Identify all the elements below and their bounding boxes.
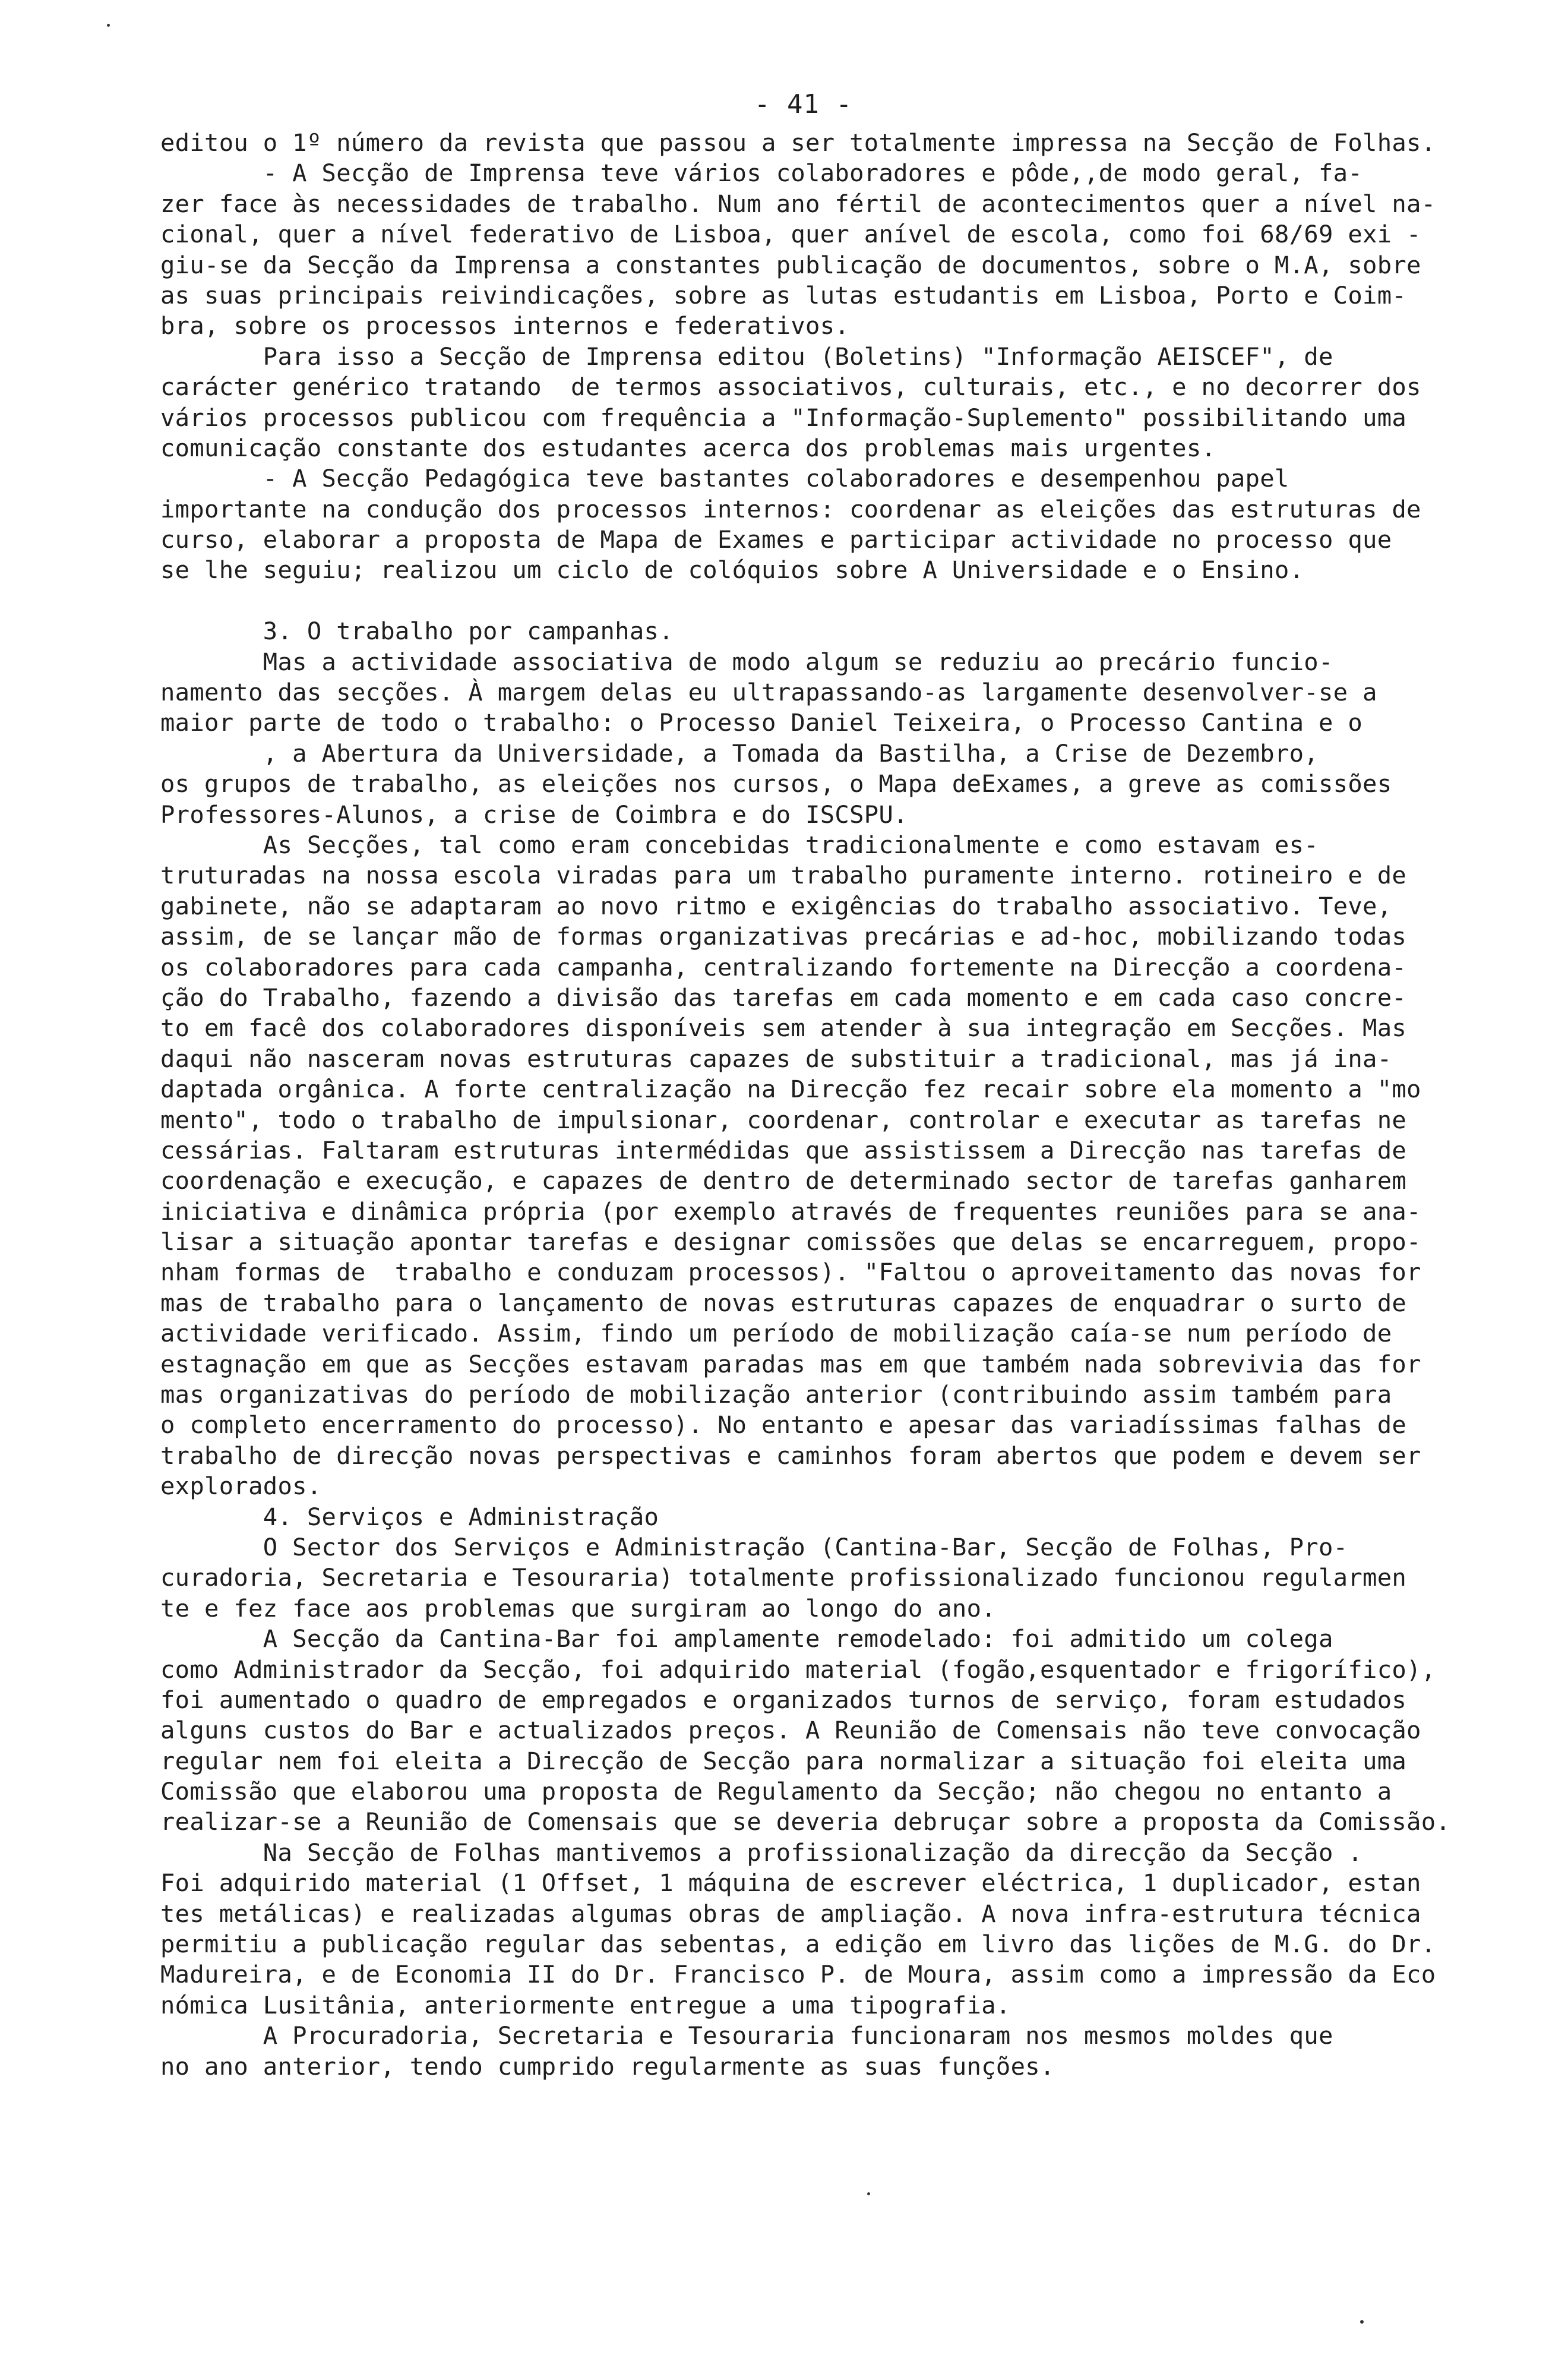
text-line: os colaboradores para cada campanha, centralizando fortemente na Direcção a coordena- — [160, 952, 1407, 981]
text-line: tes metálicas) e realizadas algumas obras de ampliação. A nova infra-estrutura técnica — [160, 1899, 1421, 1928]
text-line: te e fez face aos problemas que surgiram ao longo do ano. — [160, 1593, 996, 1623]
text-line: Professores-Alunos, a crise de Coimbra e do ISCSPU. — [160, 800, 908, 829]
text-line: alguns custos do Bar e actualizados preços. A Reunião de Comensais não teve convocação — [160, 1716, 1421, 1745]
text-line: os grupos de trabalho, as eleições nos cursos, o Mapa deExames, a greve as comissões — [160, 769, 1392, 799]
text-line: o completo encerramento do processo). No entanto e apesar das variadíssimas falhas de — [160, 1410, 1407, 1440]
text-line: Madureira, e de Economia II do Dr. Francisco P. de Moura, assim como a impressão da Eco — [160, 1960, 1436, 1989]
text-line: as suas principais reivindicações, sobre as lutas estudantis em Lisboa, Porto e Coim- — [160, 280, 1407, 310]
text-line: As Secções, tal como eram concebidas tradicionalmente e como estavam es- — [160, 830, 1319, 859]
ink-speck — [1360, 2320, 1364, 2324]
text-line: como Administrador da Secção, foi adquirido material (fogão,esquentador e frigorífico), — [160, 1655, 1436, 1684]
text-line: mas de trabalho para o lançamento de novas estruturas capazes de enquadrar o surto de — [160, 1288, 1407, 1317]
text-line: lisar a situação apontar tarefas e designar comissões que delas se encarreguem, propo- — [160, 1227, 1421, 1257]
text-line: coordenação e execução, e capazes de dentro de determinado sector de tarefas ganharem — [160, 1166, 1407, 1195]
text-line: iniciativa e dinâmica própria (por exemplo através de frequentes reuniões para se ana- — [160, 1197, 1421, 1226]
text-line: explorados. — [160, 1472, 322, 1501]
page-number: - 41 - — [754, 89, 852, 119]
text-line: - A Secção Pedagógica teve bastantes colaboradores e desempenhou papel — [160, 464, 1289, 493]
text-line: mento", todo o trabalho de impulsionar, coordenar, controlar e executar as tarefas ne — [160, 1105, 1407, 1134]
text-line: assim, de se lançar mão de formas organizativas precárias e ad-hoc, mobilizando todas — [160, 922, 1407, 951]
text-line: vários processos publicou com frequência a "Informação-Suplemento" possibilitando uma — [160, 403, 1407, 432]
text-line: Foi adquirido material (1 Offset, 1 máquina de escrever eléctrica, 1 duplicador, estan — [160, 1869, 1421, 1898]
text-line: 4. Serviços e Administração — [160, 1502, 659, 1531]
text-line — [160, 586, 1455, 616]
text-line: A Procuradoria, Secretaria e Tesouraria funcionaram nos mesmos moldes que — [160, 2021, 1333, 2050]
body-text — [160, 128, 1455, 2082]
text-line: , a Abertura da Universidade, a Tomada da Bastilha, a Crise de Dezembro, — [160, 738, 1319, 768]
text-line: Comissão que elaborou uma proposta de Regulamento da Secção; não chegou no entanto a — [160, 1777, 1392, 1806]
text-line: estagnação em que as Secções estavam paradas mas em que também nada sobrevivia das for — [160, 1349, 1421, 1378]
text-line: Mas a actividade associativa de modo algum se reduziu ao precário funcio- — [160, 647, 1333, 676]
text-line: truturadas na nossa escola viradas para um trabalho puramente interno. rotineiro e de — [160, 861, 1407, 890]
text-line: trabalho de direcção novas perspectivas e caminhos foram abertos que podem e devem ser — [160, 1441, 1421, 1470]
text-line: Na Secção de Folhas mantivemos a profissionalização da direcção da Secção . — [160, 1838, 1363, 1867]
text-line: carácter genérico tratando de termos associativos, culturais, etc., e no decorrer dos — [160, 373, 1421, 402]
text-line: giu-se da Secção da Imprensa a constantes publicação de documentos, sobre o M.A, sobre — [160, 250, 1421, 279]
text-line: se lhe seguiu; realizou um ciclo de colóquios sobre A Universidade e o Ensino. — [160, 556, 1304, 585]
text-line: maior parte de todo o trabalho: o Processo Daniel Teixeira, o Processo Cantina e o — [160, 708, 1363, 737]
text-line: curso, elaborar a proposta de Mapa de Exames e participar actividade no processo que — [160, 525, 1392, 554]
text-line: no ano anterior, tendo cumprido regularmente as suas funções. — [160, 2052, 1055, 2081]
text-line: gabinete, não se adaptaram ao novo ritmo e exigências do trabalho associativo. Teve, — [160, 891, 1392, 920]
text-line: mas organizativas do período de mobilização anterior (contribuindo assim também para — [160, 1380, 1392, 1409]
text-line: curadoria, Secretaria e Tesouraria) totalmente profissionalizado funcionou regularmen — [160, 1563, 1407, 1592]
text-line: zer face às necessidades de trabalho. Num ano fértil de acontecimentos quer a nível na- — [160, 189, 1436, 218]
ink-speck — [867, 2192, 870, 2195]
text-line: bra, sobre os processos internos e federativos. — [160, 311, 850, 340]
text-line: importante na condução dos processos internos: coordenar as eleições das estruturas de — [160, 494, 1421, 523]
text-line: daqui não nasceram novas estruturas capazes de substituir a tradicional, mas já ina- — [160, 1044, 1392, 1073]
text-line: actividade verificado. Assim, findo um período de mobilização caía-se num período de — [160, 1319, 1392, 1348]
text-line: regular nem foi eleita a Direcção de Secção para normalizar a situação foi eleita uma — [160, 1746, 1407, 1775]
text-line: nómica Lusitânia, anteriormente entregue a uma tipografia. — [160, 1990, 1011, 2019]
text-line: - A Secção de Imprensa teve vários colaboradores e pôde,,de modo geral, fa- — [160, 159, 1363, 188]
text-line: cional, quer a nível federativo de Lisboa, quer anível de escola, como foi 68/69 exi - — [160, 220, 1421, 249]
text-line: to em facê dos colaboradores disponíveis sem atender à sua integração em Secções. Mas — [160, 1014, 1407, 1043]
text-line: nham formas de trabalho e conduzam processos). "Faltou o aproveitamento das novas for — [160, 1258, 1421, 1287]
text-line: O Sector dos Serviços e Administração (Cantina-Bar, Secção de Folhas, Pro- — [160, 1532, 1348, 1561]
text-line: foi aumentado o quadro de empregados e organizados turnos de serviço, foram estudados — [160, 1685, 1407, 1714]
text-line: A Secção da Cantina-Bar foi amplamente remodelado: foi admitido um colega — [160, 1624, 1333, 1653]
text-line: namento das secções. À margem delas eu ultrapassando-as largamente desenvolver-se a — [160, 678, 1377, 707]
text-line: realizar-se a Reunião de Comensais que se deveria debruçar sobre a proposta da Comissão. — [160, 1807, 1451, 1836]
text-line: 3. O trabalho por campanhas. — [160, 617, 674, 646]
text-line: editou o 1º número da revista que passou a ser totalmente impressa na Secção de Folhas. — [160, 128, 1436, 157]
text-line: cessárias. Faltaram estruturas intermédidas que assistissem a Direcção nas tarefas de — [160, 1135, 1407, 1164]
text-line: Para isso a Secção de Imprensa editou (Boletins) "Informação AEISCEF", de — [160, 342, 1333, 371]
text-line: daptada orgânica. A forte centralização na Direcção fez recair sobre ela momento a "mo — [160, 1075, 1421, 1104]
text-line: permitiu a publicação regular das sebentas, a edição em livro das lições de M.G. do Dr. — [160, 1930, 1436, 1959]
text-line: comunicação constante dos estudantes acerca dos problemas mais urgentes. — [160, 433, 1216, 462]
text-line: ção do Trabalho, fazendo a divisão das tarefas em cada momento e em cada caso concre- — [160, 983, 1407, 1012]
ink-speck — [107, 24, 110, 27]
